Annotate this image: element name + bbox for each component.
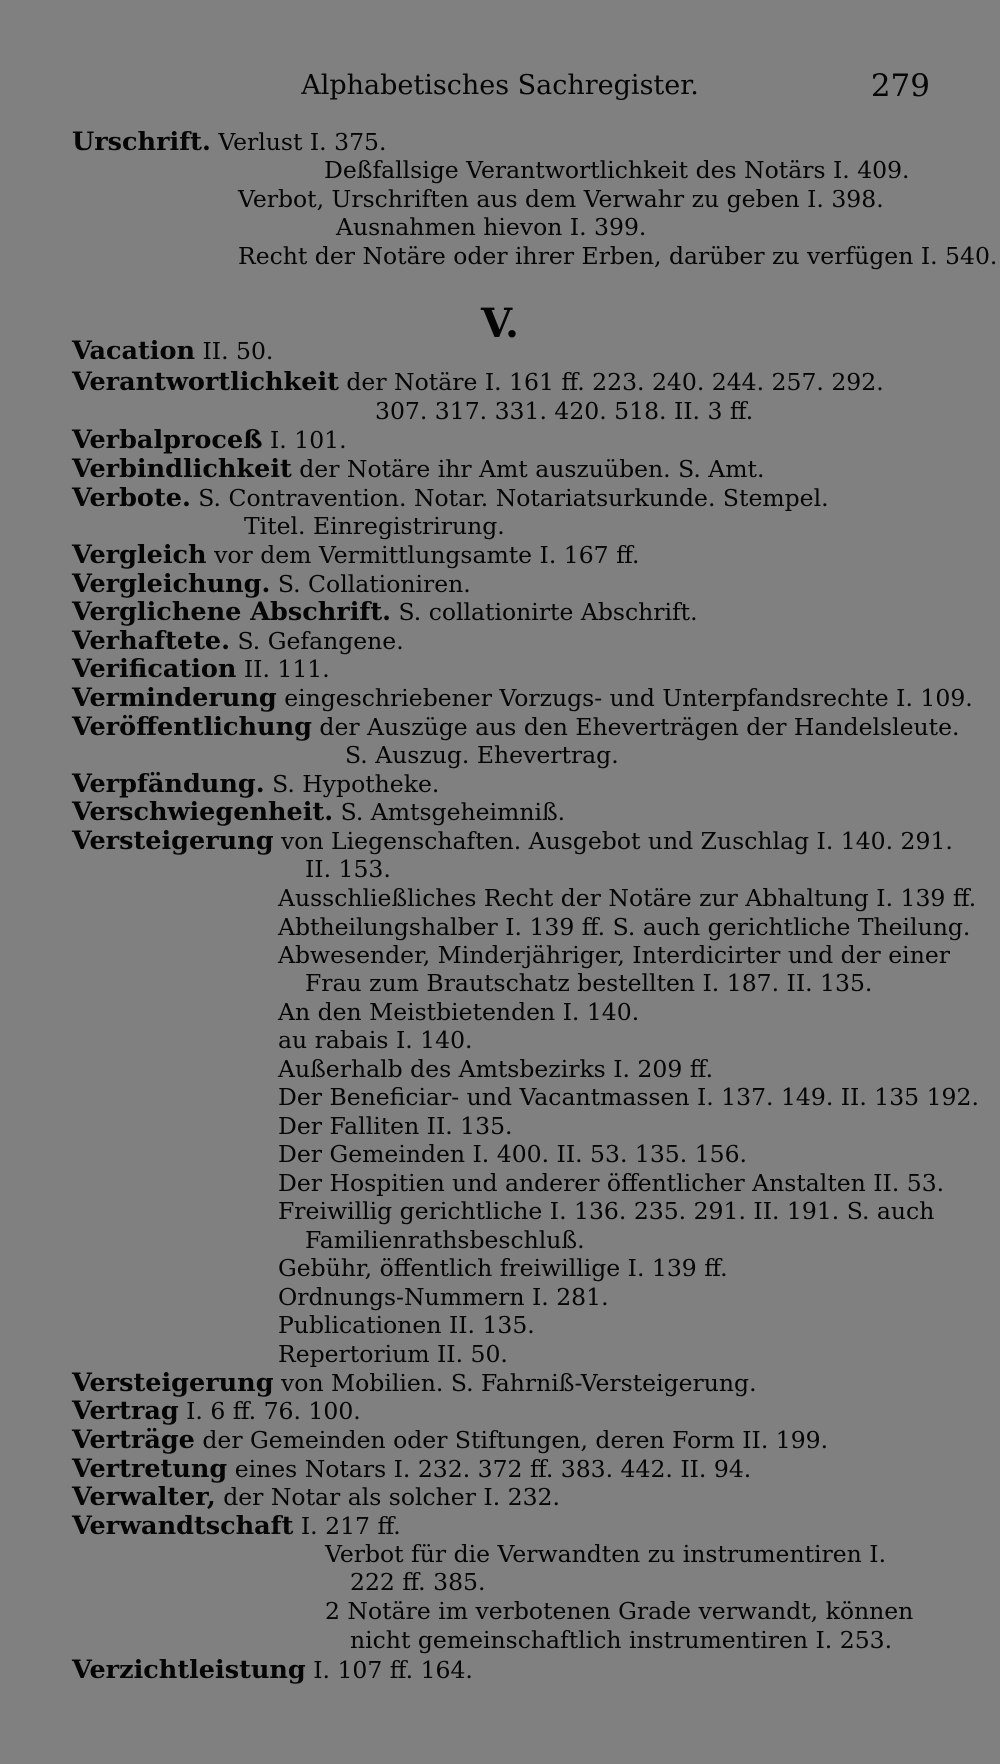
index-text: von Liegenschaften. Ausgebot und Zuschlag I. 140. 291. (273, 827, 953, 855)
index-text: der Gemeinden oder Stiftungen, deren Form II. 199. (194, 1426, 829, 1454)
index-keyword: Verträge (72, 1425, 195, 1455)
index-text: nicht gemeinschaftlich instrumentiren I. 253. (350, 1626, 893, 1654)
index-line (350, 1568, 485, 1596)
page-number: 279 (870, 68, 930, 104)
index-text: An den Meistbietenden I. 140. (278, 998, 640, 1026)
index-line (350, 1626, 892, 1654)
index-line (278, 941, 950, 969)
index-keyword: Urschrift. (72, 127, 211, 157)
index-line (278, 1311, 535, 1339)
index-text: S. Gefangene. (230, 627, 404, 655)
index-keyword: Vergleich (72, 540, 207, 570)
index-text: Frau zum Brautschatz bestellten I. 187. II. 135. (305, 969, 873, 997)
index-text: Ausnahmen hievon I. 399. (336, 213, 647, 241)
index-text: S. collationirte Abschrift. (391, 598, 698, 626)
index-text: eines Notars I. 232. 372 ff. 383. 442. II. 94. (227, 1455, 752, 1483)
index-text: der Notar als solcher I. 232. (215, 1483, 560, 1511)
index-line (72, 598, 698, 626)
index-line (325, 1597, 913, 1625)
index-line (72, 655, 330, 683)
index-line (278, 1026, 473, 1054)
index-line (336, 213, 646, 241)
index-line (72, 1397, 361, 1425)
index-text: S. Hypotheke. (264, 770, 440, 798)
index-text: Repertorium II. 50. (278, 1340, 508, 1368)
index-keyword: Verbindlichkeit (72, 454, 292, 484)
index-line (375, 397, 753, 425)
index-line (238, 185, 884, 213)
index-line (278, 1283, 609, 1311)
index-line (72, 1483, 560, 1511)
index-line (324, 156, 910, 184)
index-text: au rabais I. 140. (278, 1026, 473, 1054)
index-keyword: Verwandtschaft (72, 1511, 294, 1541)
index-keyword: Verwalter, (72, 1482, 216, 1512)
index-text: Recht der Notäre oder ihrer Erben, darüber zu verfügen I. 540. (238, 242, 998, 270)
index-text: eingeschriebener Vorzugs- und Unterpfandsrechte I. 109. (276, 684, 973, 712)
index-text: der Auszüge aus den Eheverträgen der Handelsleute. (311, 713, 960, 741)
index-line (278, 1197, 934, 1225)
index-line (72, 827, 953, 855)
index-text: II. 111. (236, 655, 330, 683)
index-text: Ordnungs-Nummern I. 281. (278, 1283, 609, 1311)
index-text: der Notäre I. 161 ff. 223. 240. 244. 257. 292. (338, 368, 884, 396)
index-line (72, 570, 471, 598)
index-text: 222 ff. 385. (350, 1568, 486, 1596)
page-title: Alphabetisches Sachregister. (301, 70, 699, 101)
index-line (72, 1656, 473, 1684)
index-text: Verlust I. 375. (210, 128, 387, 156)
index-keyword: Verhaftete. (72, 626, 231, 656)
index-text: Abwesender, Minderjähriger, Interdicirter und der einer (278, 941, 950, 969)
index-line (72, 1512, 401, 1540)
index-line (325, 1540, 886, 1568)
index-text: Außerhalb des Amtsbezirks I. 209 ff. (278, 1055, 714, 1083)
index-text: I. 6 ff. 76. 100. (178, 1397, 361, 1425)
index-line (72, 627, 404, 655)
index-text: Der Falliten II. 135. (278, 1112, 513, 1140)
index-keyword: Vertretung (72, 1454, 228, 1484)
index-line (72, 1369, 757, 1397)
index-line (278, 913, 970, 941)
index-text: S. Auszug. Ehevertrag. (345, 741, 619, 769)
index-line (278, 1083, 979, 1111)
index-text: 2 Notäre im verbotenen Grade verwandt, können (325, 1597, 914, 1625)
index-line (238, 242, 997, 270)
index-line (72, 484, 829, 512)
index-line (72, 368, 884, 396)
index-keyword: Verzichtleistung (72, 1655, 306, 1685)
index-text: Titel. Einregistrirung. (244, 512, 505, 540)
index-text: I. 107 ff. 164. (305, 1656, 473, 1684)
index-keyword: Verpfändung. (72, 769, 265, 799)
index-line (72, 541, 639, 569)
index-text: II. 50. (195, 337, 274, 365)
index-keyword: Verschwiegenheit. (72, 797, 334, 827)
index-keyword: Verantwortlichkeit (72, 367, 339, 397)
index-text: Gebühr, öffentlich freiwillige I. 139 ff. (278, 1254, 728, 1282)
index-text: II. 153. (305, 855, 391, 883)
index-line (278, 1169, 944, 1197)
index-line (305, 1226, 585, 1254)
index-text: Ausschließliches Recht der Notäre zur Abhaltung I. 139 ff. (278, 884, 977, 912)
index-text: Der Hospitien und anderer öffentlicher Anstalten II. 53. (278, 1169, 945, 1197)
index-line (72, 798, 565, 826)
index-keyword: Verglichene Abschrift. (72, 597, 392, 627)
index-line (278, 1140, 747, 1168)
index-keyword: Verbalproceß (72, 425, 263, 455)
index-line (72, 1455, 751, 1483)
index-text: Verbot, Urschriften aus dem Verwahr zu geben I. 398. (238, 185, 884, 213)
index-text: I. 101. (262, 426, 347, 454)
index-text: 307. 317. 331. 420. 518. II. 3 ff. (375, 397, 754, 425)
index-line (72, 770, 439, 798)
index-keyword: Vacation (72, 336, 196, 366)
index-keyword: Verbote. (72, 483, 191, 513)
index-keyword: Versteigerung (72, 826, 274, 856)
index-text: von Mobilien. S. Fahrniß-Versteigerung. (273, 1369, 757, 1397)
index-line (278, 884, 976, 912)
index-text: Freiwillig gerichtliche I. 136. 235. 291. II. 191. S. auch (278, 1197, 935, 1225)
index-line (278, 1254, 728, 1282)
index-line (278, 1112, 513, 1140)
index-line (72, 1426, 828, 1454)
index-line (72, 684, 973, 712)
index-text: vor dem Vermittlungsamte I. 167 ff. (206, 541, 640, 569)
index-text: Abtheilungshalber I. 139 ff. S. auch gerichtliche Theilung. (278, 913, 971, 941)
index-text: Publicationen II. 135. (278, 1311, 535, 1339)
index-text: Verbot für die Verwandten zu instrumentiren I. (325, 1540, 887, 1568)
index-line (305, 969, 872, 997)
index-text: Der Gemeinden I. 400. II. 53. 135. 156. (278, 1140, 748, 1168)
index-text: Deßfallsige Verantwortlichkeit des Notärs I. 409. (324, 156, 910, 184)
index-keyword: Versteigerung (72, 1368, 274, 1398)
index-text: I. 217 ff. (293, 1512, 401, 1540)
index-keyword: Vertrag (72, 1396, 179, 1426)
index-line (345, 741, 619, 769)
index-keyword: Veröffentlichung (72, 712, 312, 742)
index-line (72, 128, 386, 156)
index-text: der Notäre ihr Amt auszuüben. S. Amt. (291, 455, 765, 483)
index-line (72, 455, 764, 483)
index-line (72, 426, 347, 454)
section-letter: V. (481, 300, 519, 347)
index-text: Der Beneficiar- und Vacantmassen I. 137. 149. II. 135 192. (278, 1083, 979, 1111)
index-line (244, 512, 505, 540)
index-text: S. Collationiren. (270, 570, 471, 598)
index-line (278, 1055, 713, 1083)
index-line (278, 998, 639, 1026)
index-line (72, 337, 273, 365)
index-keyword: Verification (72, 654, 237, 684)
index-line (72, 713, 959, 741)
index-text: S. Amtsgeheimniß. (333, 798, 566, 826)
index-line (278, 1340, 508, 1368)
index-text: S. Contravention. Notar. Notariatsurkunde. Stempel. (190, 484, 829, 512)
index-keyword: Vergleichung. (72, 569, 271, 599)
index-line (305, 855, 391, 883)
index-keyword: Verminderung (72, 683, 277, 713)
index-text: Familienrathsbeschluß. (305, 1226, 585, 1254)
